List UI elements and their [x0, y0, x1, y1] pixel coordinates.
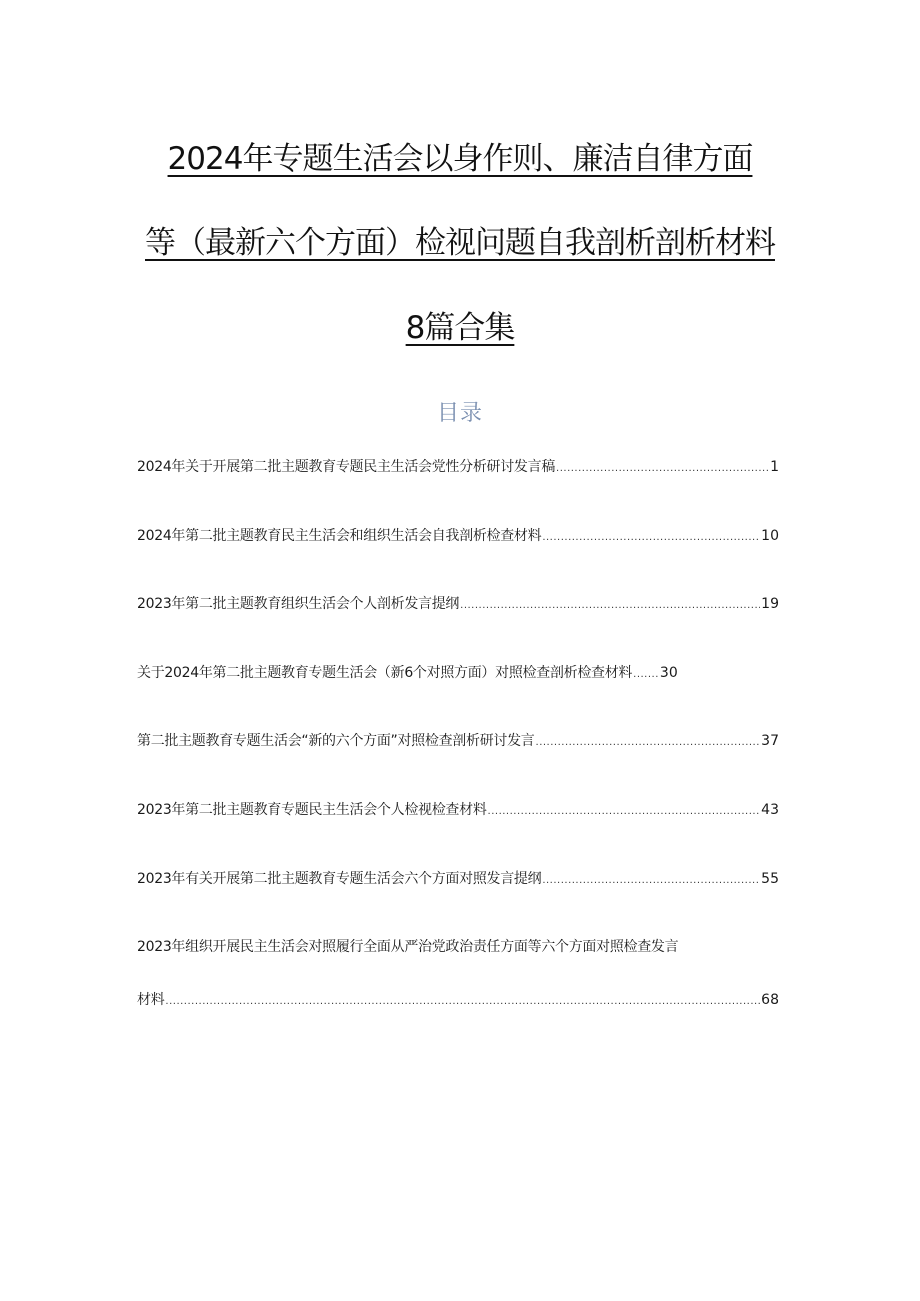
toc-entry-text: 2023年第二批主题教育组织生活会个人剖析发言提纲 — [137, 596, 460, 612]
toc-leader-dots — [556, 458, 769, 480]
document-title-line-2: 等（最新六个方面）检视问题自我剖析剖析材料 — [145, 225, 775, 261]
toc-entry[interactable] — [137, 730, 779, 752]
toc-entry-page: 10 — [761, 528, 779, 544]
toc-entry-text: 2024年第二批主题教育民主生活会和组织生活会自我剖析检查材料 — [137, 528, 542, 544]
toc-entry-page: 19 — [761, 596, 779, 612]
toc-leader-dots — [633, 664, 659, 686]
document-title-line-3: 8篇合集 — [405, 310, 515, 346]
toc-leader-dots — [542, 870, 760, 892]
toc-entry-page: 68 — [761, 992, 779, 1008]
toc-entry-page: 1 — [770, 459, 779, 475]
toc-entry-text: 2023年第二批主题教育专题民主生活会个人检视检查材料 — [137, 802, 487, 818]
toc-entry[interactable] — [137, 662, 678, 684]
toc-entry-page: 30 — [659, 665, 678, 681]
toc-entry[interactable] — [137, 525, 779, 547]
toc-entry-text: 关于2024年第二批主题教育专题生活会（新6个对照方面）对照检查剖析检查材料 — [137, 665, 633, 681]
toc-heading: 目录 — [436, 401, 483, 426]
toc-entry[interactable] — [137, 593, 779, 615]
document-title-line-1: 2024年专题生活会以身作则、廉洁自律方面 — [167, 141, 753, 177]
toc-entry-text: 材料 — [137, 992, 165, 1008]
toc-entry[interactable] — [137, 456, 779, 478]
toc-entry-page: 43 — [761, 802, 779, 818]
toc-entry-text: 2023年有关开展第二批主题教育专题生活会六个方面对照发言提纲 — [137, 871, 542, 887]
toc-entry[interactable] — [137, 799, 779, 821]
toc-leader-dots — [165, 991, 760, 1013]
toc-entry-page: 37 — [761, 733, 779, 749]
toc-entry-text: 2024年关于开展第二批主题教育专题民主生活会党性分析研讨发言稿 — [137, 459, 556, 475]
toc-leader-dots — [536, 732, 761, 754]
toc-leader-dots — [488, 801, 761, 823]
toc-entry-wrapped-first-line[interactable]: 2023年组织开展民主生活会对照履行全面从严治党政治责任方面等六个方面对照检查发言 — [137, 939, 679, 955]
toc-leader-dots — [542, 527, 760, 549]
toc-entry-text: 第二批主题教育专题生活会“新的六个方面”对照检查剖析研讨发言 — [137, 733, 535, 749]
toc-entry[interactable] — [137, 868, 779, 890]
toc-entry[interactable] — [137, 989, 779, 1011]
toc-entry-page: 55 — [761, 871, 779, 887]
toc-leader-dots — [460, 595, 760, 617]
